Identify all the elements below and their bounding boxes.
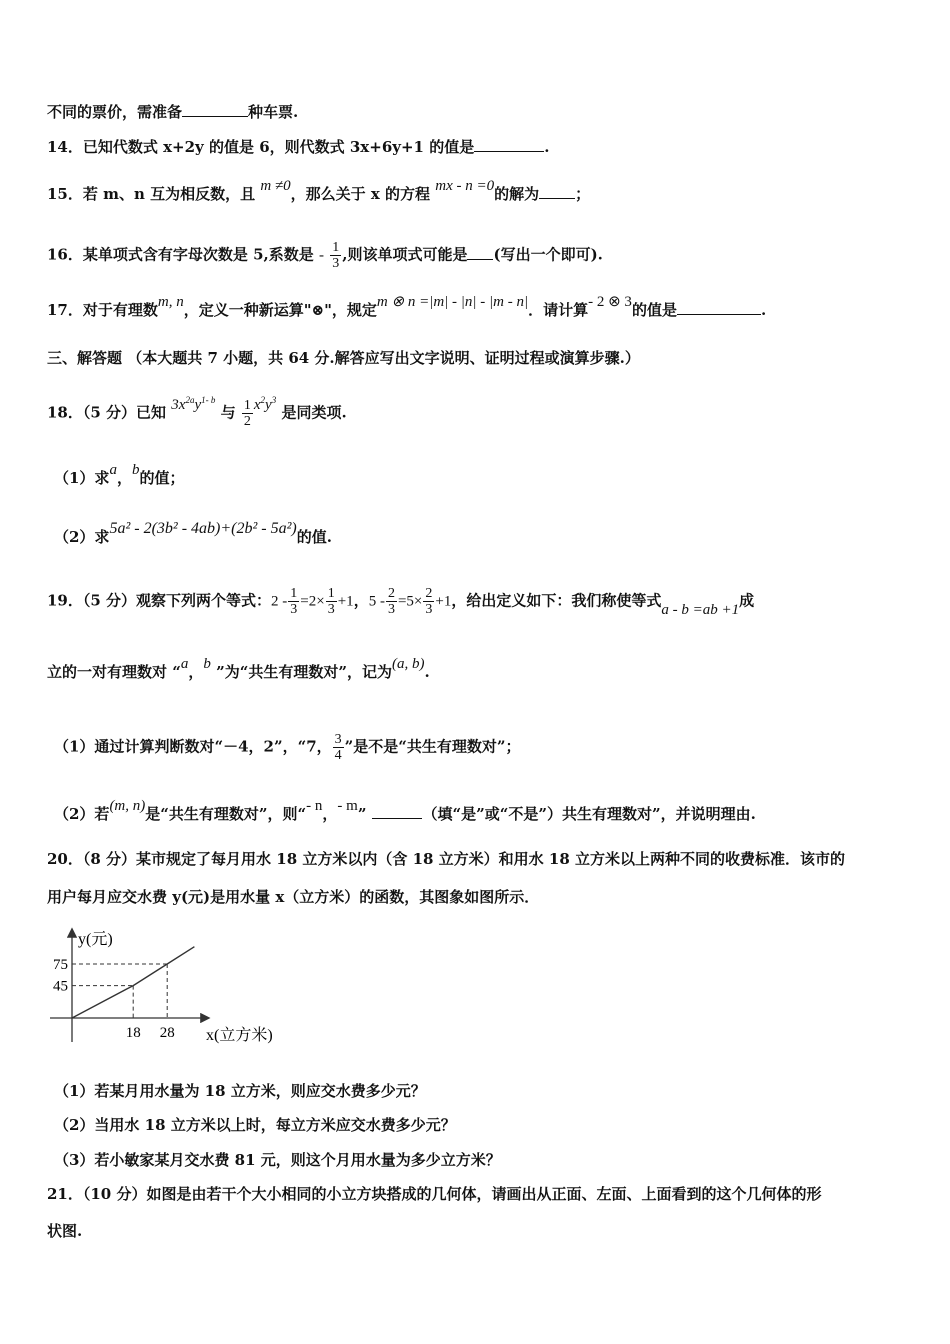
q19-eq1-mid: =2× — [300, 593, 325, 610]
q18-text: 18．（5 分）已知 — [47, 403, 167, 422]
q18-term-2: $x^2y^3$ — [253, 394, 277, 413]
question-21-continuation: 状图. — [47, 1222, 83, 1240]
q19-2-text: （2）若 — [54, 805, 110, 823]
q18-1-var-b: b — [131, 462, 140, 478]
q17-text: 17．对于有理数 — [47, 301, 158, 319]
q18-fraction: $\frac{1}{2}$ — [243, 398, 251, 429]
q19-eq2-mid: =5× — [397, 593, 423, 610]
answer-blank[interactable] — [467, 245, 493, 260]
water-fee-chart — [40, 920, 300, 1050]
q19-eq2-frac-a: $\frac{2}{3}$ — [387, 586, 395, 617]
q13-continuation — [47, 102, 298, 122]
q19-eq1-frac-b: $\frac{1}{3}$ — [327, 586, 335, 617]
answer-blank[interactable] — [677, 300, 761, 315]
q19-2-pair: (m, n) — [109, 798, 146, 814]
question-18-part-1 — [54, 462, 185, 489]
q19-1-text: （1）通过计算判断数对“－4，2”，“7， — [54, 737, 332, 756]
y-axis-label: y(元) — [78, 931, 113, 948]
x-axis-label: x(立方米) — [206, 1027, 273, 1044]
answer-blank[interactable] — [474, 137, 544, 152]
question-20-continuation: 用户每月应交水费 y(元)是用水量 x（立方米）的函数，其图象如图所示． — [47, 888, 540, 906]
question-18-part-2 — [54, 520, 332, 548]
q19-text: 19．（5 分）观察下列两个等式： — [47, 591, 272, 610]
q19-2-quote: ” — [357, 805, 367, 823]
q15-condition: m ≠0 — [260, 178, 291, 194]
question-19-part-1 — [54, 732, 521, 763]
q18-1-text: （1）求 — [54, 469, 110, 487]
q18-text-end: 是同类项. — [281, 403, 347, 422]
answer-blank[interactable] — [372, 804, 422, 819]
question-15 — [47, 178, 591, 205]
section-3-heading: 三、解答题 （本大题共 7 小题，共 64 分.解答应写出文字说明、证明过程或演算步骤.） — [47, 349, 640, 367]
q19-text-mid: ，给出定义如下：我们称使等式 — [451, 591, 662, 610]
q19-2-neg-m: - m — [337, 798, 358, 814]
q19-eq2-frac-b: $\frac{2}{3}$ — [425, 586, 433, 617]
q15-text-mid: ，那么关于 x 的方程 — [290, 185, 431, 203]
q19-cont-mid: ”为“共生有理数对”，记为 — [210, 663, 392, 681]
q19-cont-end: . — [424, 663, 430, 681]
q19-definition: a - b =ab +1 — [661, 601, 740, 618]
q15-text-end: 的解为 — [494, 185, 540, 203]
q15-punct: ； — [575, 185, 591, 203]
q14-end: . — [544, 138, 550, 156]
q19-cont-text: 立的一对有理数对 “ — [47, 663, 181, 681]
question-20-part-2: （2）当用水 18 立方米以上时，每立方米应交水费多少元？ — [54, 1116, 456, 1134]
q17-vars: m, n — [157, 294, 184, 310]
q16-text: 16．某单项式含有字母次数是 5,系数是 — [47, 245, 314, 264]
q18-1-sep: ， — [116, 469, 132, 487]
question-19 — [47, 586, 754, 617]
question-20-part-1: （1）若某月用水量为 18 立方米，则应交水费多少元？ — [54, 1082, 426, 1100]
q18-and: 与 — [220, 403, 236, 422]
q19-pair: (a, b) — [391, 656, 425, 672]
q17-text-compute: ．请计算 — [528, 301, 589, 319]
question-19-continuation — [47, 656, 430, 683]
question-16 — [47, 240, 603, 271]
x-tick-label-28: 28 — [159, 1025, 175, 1041]
q15-text: 15．若 m、n 互为相反数，且 — [47, 185, 256, 203]
q16-text-end: (写出一个即可). — [493, 245, 603, 264]
y-tick-label-75: 75 — [53, 957, 68, 973]
question-19-part-2 — [54, 798, 756, 825]
q19-eq1-left: 2 - — [271, 593, 288, 610]
q18-2-expression: 5a² - 2(3b² - 4ab)+(2b² - 5a²) — [109, 520, 297, 537]
q19-var-a: a — [180, 656, 189, 672]
q19-2-text-mid: 是“共生有理数对”，则“ — [145, 805, 307, 823]
q16-sign: - — [319, 247, 324, 264]
q13-text-end: 种车票. — [248, 103, 299, 121]
q19-sep: ， — [353, 591, 369, 610]
q19-2-sep: ， — [322, 805, 338, 823]
q19-eq1-frac-a: $\frac{1}{3}$ — [290, 586, 298, 617]
q19-1-fraction: $\frac{3}{4}$ — [334, 732, 342, 763]
y-tick-label-45: 45 — [53, 978, 68, 995]
q19-2-neg-n: - n — [306, 798, 323, 814]
q19-eq1-right: +1 — [337, 593, 354, 610]
q18-2-text: （2）求 — [54, 528, 110, 546]
q16-text-mid: ,则该单项式可能是 — [342, 245, 468, 264]
x-tick-label-18: 18 — [125, 1025, 141, 1041]
q13-text: 不同的票价，需准备 — [47, 103, 183, 121]
question-21: 21．（10 分）如图是由若干个大小相同的小立方块搭成的几何体，请画出从正面、左面、上面看到的这个几何体的形 — [47, 1185, 822, 1203]
q18-1-text-end: 的值； — [139, 469, 185, 487]
q18-2-text-end: 的值. — [296, 528, 332, 546]
q18-1-var-a: a — [109, 462, 117, 478]
q19-1-text-end: ”是不是“共生有理数对”； — [344, 737, 521, 756]
q19-text-end: 成 — [739, 591, 755, 610]
q17-expression: - 2 ⊗ 3 — [588, 294, 632, 310]
q15-equation: mx - n =0 — [435, 178, 495, 194]
question-14 — [47, 137, 549, 157]
q17-text-mid: ，定义一种新运算"⊗"，规定 — [183, 301, 377, 319]
q18-term-1: $3x^{2a}y^{1- b}$ — [171, 394, 216, 413]
question-20-part-3: （3）若小敏家某月交水费 81 元，则这个月用水量为多少立方米？ — [54, 1151, 501, 1169]
q19-var-b: b — [203, 656, 211, 672]
q19-2-text-end: （填“是”或“不是”）共生有理数对”，并说明理由. — [422, 805, 756, 823]
q19-cont-sep: ， — [188, 663, 204, 681]
question-20: 20．（8 分）某市规定了每月用水 18 立方米以内（含 18 立方米）和用水 18 立方米以上两种不同的收费标准．该市的 — [47, 850, 845, 868]
q19-eq2-left: 5 - — [368, 593, 385, 610]
answer-blank[interactable] — [182, 102, 248, 117]
q14-text: 14．已知代数式 x+2y 的值是 6，则代数式 3x+6y+1 的值是 — [47, 138, 475, 156]
q17-text-end: 的值是 — [631, 301, 677, 319]
answer-blank[interactable] — [539, 184, 575, 199]
question-17 — [47, 294, 767, 321]
q17-definition: m ⊗ n =|m| - |n| - |m - n| — [376, 294, 529, 310]
q17-punct: . — [760, 301, 767, 319]
question-18 — [47, 394, 347, 429]
q19-eq2-right: +1 — [435, 593, 452, 610]
q16-coefficient: $\frac{1}{3}$ — [332, 240, 340, 271]
